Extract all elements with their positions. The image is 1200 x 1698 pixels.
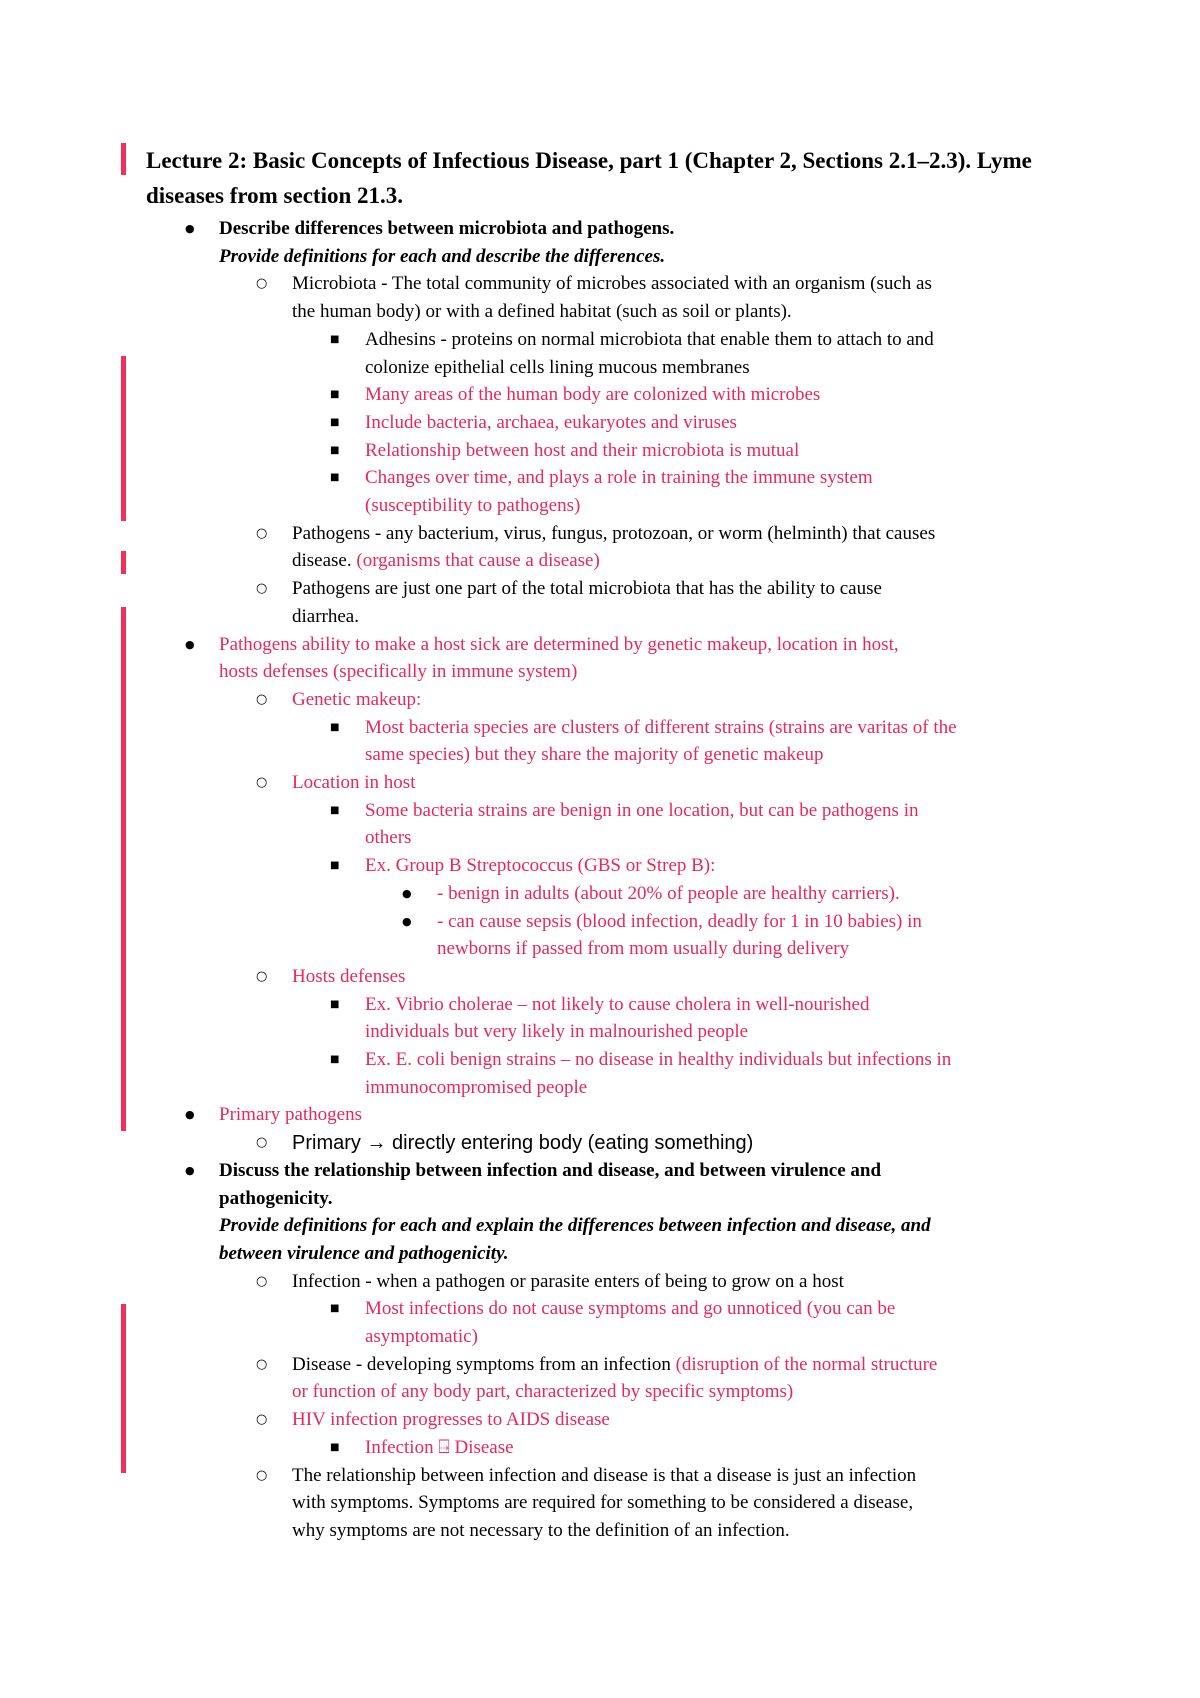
outline-line	[292, 521, 935, 547]
outline-line	[292, 1130, 753, 1156]
outline-line	[292, 271, 932, 297]
outline-line-text: Relationship between host and their microbiota is mutual	[365, 440, 800, 461]
square-bullet-icon	[330, 438, 339, 464]
outline-line	[292, 1490, 913, 1516]
outline-line	[292, 576, 882, 602]
outline-line	[219, 216, 674, 242]
square-bullet-icon	[330, 1435, 339, 1461]
outline-line	[365, 493, 580, 519]
bullet-icon	[185, 216, 195, 242]
outline-line	[292, 1352, 937, 1378]
outline-line-text: Primary → directly entering body (eating something)	[292, 1132, 754, 1154]
outline-line-text: Location in host	[292, 772, 416, 793]
square-bullet-icon	[330, 798, 339, 824]
square-bullet-icon	[330, 382, 339, 408]
circle-bullet-icon	[256, 1352, 267, 1378]
outline-line-text: others	[365, 827, 412, 848]
circle-bullet-icon	[256, 576, 267, 602]
outline-line-annotation: (disruption of the normal structure	[670, 1354, 938, 1375]
outline-line-text: hosts defenses (specifically in immune system)	[219, 661, 578, 682]
change-bar	[121, 356, 126, 521]
outline-line	[365, 465, 873, 491]
outline-line-text: - can cause sepsis (blood infection, deadly for 1 in 10 babies) in	[437, 911, 922, 932]
outline-line	[365, 1075, 587, 1101]
change-bar	[121, 607, 126, 1131]
outline-line-text: between virulence and pathogenicity.	[219, 1243, 509, 1264]
outline-line	[365, 853, 715, 879]
outline-line-text: Pathogens ability to make a host sick are determined by genetic makeup, location in host,	[219, 634, 899, 655]
outline-line	[292, 1518, 790, 1544]
outline-line-text: Adhesins - proteins on normal microbiota that enable them to attach to and	[365, 329, 934, 350]
outline-line	[437, 909, 922, 935]
outline-line	[292, 1463, 916, 1489]
outline-line-text: Ex. Group B Streptococcus (GBS or Strep B):	[365, 855, 716, 876]
square-bullet-icon	[330, 715, 339, 741]
outline-line	[365, 715, 957, 741]
outline-line-text: immunocompromised people	[365, 1077, 588, 1098]
outline-line	[437, 881, 900, 907]
circle-bullet-icon	[256, 1269, 267, 1295]
outline-line-text: asymptomatic)	[365, 1326, 478, 1347]
outline-line-text: why symptoms are not necessary to the definition of an infection.	[292, 1520, 790, 1541]
outline-line-text: Discuss the relationship between infection and disease, and between virulence and	[219, 1160, 882, 1181]
outline-line-text: Microbiota - The total community of microbes associated with an organism (such as	[292, 273, 932, 294]
outline-line-text: colonize epithelial cells lining mucous membranes	[365, 357, 750, 378]
outline-line	[292, 1407, 610, 1433]
bullet-icon	[185, 632, 195, 658]
outline-line	[219, 1102, 362, 1128]
outline-line-text: (susceptibility to pathogens)	[365, 495, 581, 516]
outline-line	[219, 632, 899, 658]
outline-line-text: The relationship between infection and disease is that a disease is just an infection	[292, 1465, 917, 1486]
outline-line	[219, 1241, 509, 1267]
circle-bullet-icon	[256, 964, 267, 990]
circle-bullet-icon	[256, 770, 267, 796]
outline-line	[219, 1158, 881, 1184]
outline-line	[437, 936, 849, 962]
outline-line	[219, 244, 665, 270]
outline-line-text: newborns if passed from mom usually during delivery	[437, 938, 850, 959]
outline-line-text: Changes over time, and plays a role in training the immune system	[365, 467, 873, 488]
outline-line-text: Ex. E. coli benign strains – no disease in healthy individuals but infections in	[365, 1049, 952, 1070]
outline-line-text: Ex. Vibrio cholerae – not likely to cause cholera in well-nourished	[365, 994, 870, 1015]
outline-line	[365, 410, 737, 436]
outline-line	[292, 964, 405, 990]
outline-line-text: Hosts defenses	[292, 966, 406, 987]
outline-line	[365, 825, 411, 851]
outline-line	[365, 327, 934, 353]
outline-line-text: Many areas of the human body are colonized with microbes	[365, 384, 821, 405]
outline-line	[292, 548, 600, 574]
outline-line	[292, 604, 359, 630]
outline-line-text: with symptoms. Symptoms are required for something to be considered a disease,	[292, 1492, 914, 1513]
square-bullet-icon	[330, 410, 339, 436]
bullet-icon	[185, 1158, 195, 1184]
outline-line-text: HIV infection progresses to AIDS disease	[292, 1409, 610, 1430]
outline-line-text: disease.	[292, 550, 352, 571]
outline-line-text: Pathogens - any bacterium, virus, fungus, protozoan, or worm (helminth) that causes	[292, 523, 936, 544]
square-bullet-icon	[330, 465, 339, 491]
outline-line	[365, 355, 750, 381]
outline-line-text: Genetic makeup:	[292, 689, 422, 710]
outline-line	[365, 742, 823, 768]
outline-line-text: Disease - developing symptoms from an infection	[292, 1354, 671, 1375]
outline-line-text: Most infections do not cause symptoms and go unnoticed (you can be	[365, 1298, 896, 1319]
outline-line	[292, 770, 415, 796]
outline-line	[365, 1435, 514, 1461]
outline-line-text: pathogenicity.	[219, 1188, 333, 1209]
square-bullet-icon	[330, 992, 339, 1018]
square-bullet-icon	[330, 853, 339, 879]
change-bar	[121, 1304, 126, 1473]
outline-line	[219, 1186, 332, 1212]
outline-line	[365, 1047, 951, 1073]
circle-bullet-icon	[256, 1407, 267, 1433]
circle-bullet-icon	[256, 521, 267, 547]
outline-line	[292, 299, 792, 325]
change-bar	[121, 551, 126, 574]
outline-line	[292, 687, 421, 713]
bullet-icon	[402, 909, 412, 935]
outline-line	[365, 798, 918, 824]
outline-line	[365, 1296, 895, 1322]
bullet-icon	[402, 881, 412, 907]
outline-line	[365, 992, 870, 1018]
outline-line-text: Describe differences between microbiota and pathogens.	[219, 218, 675, 239]
circle-bullet-icon	[256, 1130, 267, 1156]
outline-line-text: Primary pathogens	[219, 1104, 363, 1125]
outline-line-text: Pathogens are just one part of the total microbiota that has the ability to cause	[292, 578, 882, 599]
outline-line-text: Provide definitions for each and describe the differences.	[219, 246, 666, 267]
outline-line-text: individuals but very likely in malnourished people	[365, 1021, 749, 1042]
outline-line	[365, 438, 799, 464]
circle-bullet-icon	[256, 1463, 267, 1489]
outline-line	[219, 659, 577, 685]
outline-line	[365, 1019, 748, 1045]
square-bullet-icon	[330, 327, 339, 353]
outline-line-text: same species) but they share the majority of genetic makeup	[365, 744, 824, 765]
circle-bullet-icon	[256, 687, 267, 713]
outline-line-text: Infection ⍈ Disease	[365, 1437, 514, 1458]
outline-line-text: Most bacteria species are clusters of different strains (strains are varitas of the	[365, 717, 957, 738]
change-bar	[121, 143, 126, 175]
outline-line	[292, 1379, 793, 1405]
outline-line-text: or function of any body part, characterized by specific symptoms)	[292, 1381, 794, 1402]
page-title: Lecture 2: Basic Concepts of Infectious Disease, part 1 (Chapter 2, Sections 2.1–2.3). Lyme diseases from section 21.3.	[146, 148, 1032, 208]
outline-line-text: Include bacteria, archaea, eukaryotes and viruses	[365, 412, 737, 433]
outline-line	[219, 1213, 931, 1239]
outline-line-text: the human body) or with a defined habitat (such as soil or plants).	[292, 301, 792, 322]
bullet-icon	[185, 1102, 195, 1128]
square-bullet-icon	[330, 1047, 339, 1073]
outline-line	[365, 1324, 478, 1350]
outline-line-text: diarrhea.	[292, 606, 359, 627]
outline-line-text: Provide definitions for each and explain the differences between infection and disease, and	[219, 1215, 931, 1236]
outline-line	[365, 382, 820, 408]
outline-line-text: Some bacteria strains are benign in one location, but can be pathogens in	[365, 800, 919, 821]
outline-line-text: - benign in adults (about 20% of people are healthy carriers).	[437, 883, 900, 904]
outline-line-annotation: (organisms that cause a disease)	[351, 550, 600, 571]
outline-line-text: Infection - when a pathogen or parasite enters of being to grow on a host	[292, 1271, 844, 1292]
outline-line	[292, 1269, 844, 1295]
square-bullet-icon	[330, 1296, 339, 1322]
circle-bullet-icon	[256, 271, 267, 297]
